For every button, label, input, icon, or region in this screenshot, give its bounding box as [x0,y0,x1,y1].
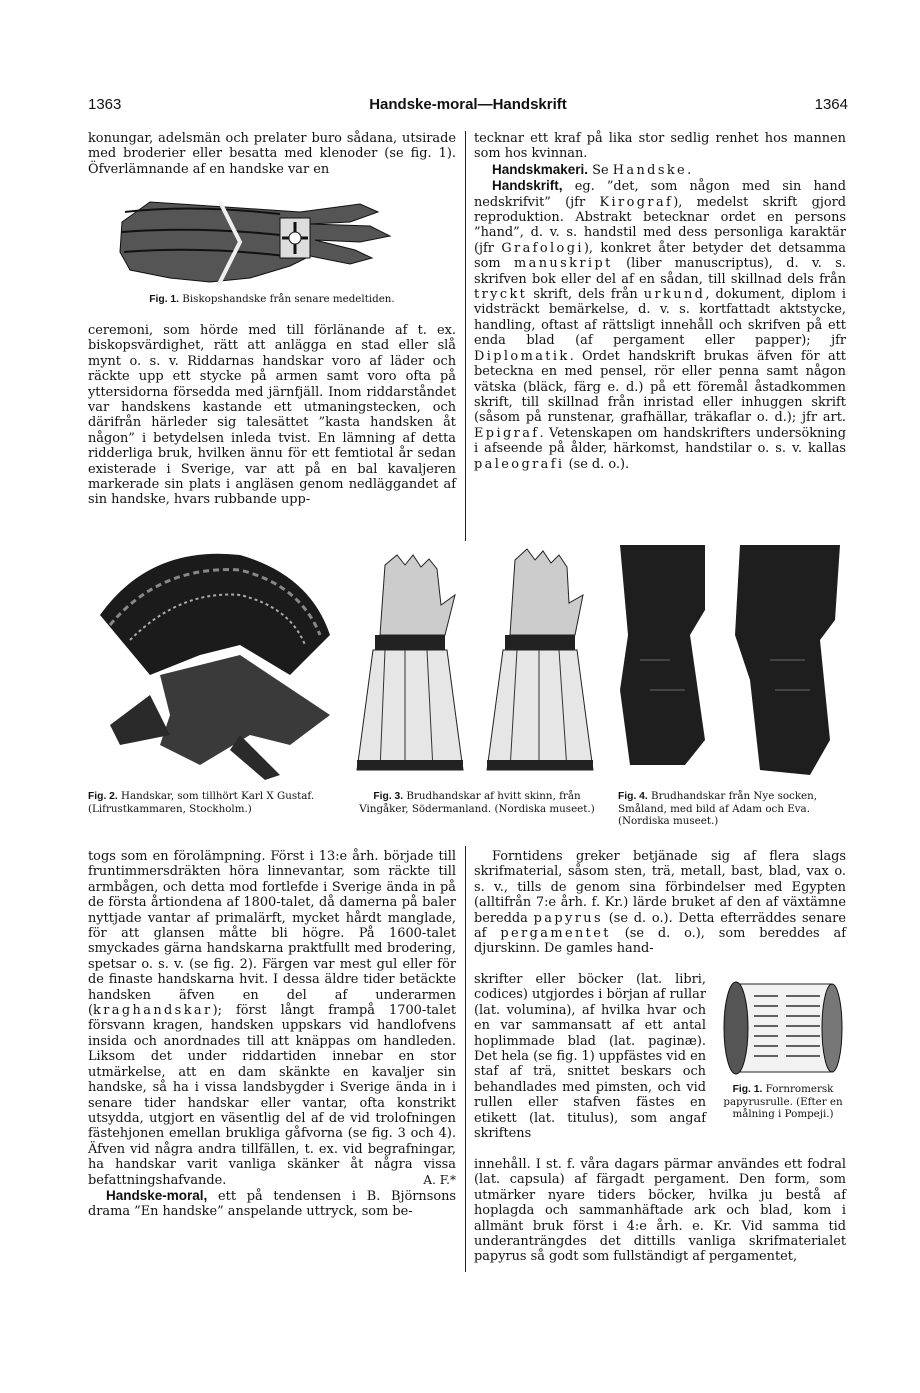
cross-reference: tryckt [474,287,528,303]
left-column-bottom [88,849,456,1220]
paragraph-text: ); först långt frampå 1700-talet försvann kragen, handsken uppskars vid handlofvens insida och anordnades till att knäppas om handleden. Liksom det under riddartiden innebar en stor utmärkelse, att en dam skänkte en kavaljer sin handske, så ha i vissa landsbygder i Sverige ända in i senare tider handskar eller vantar, ofta konstrikt utsydda, utgjort en väsentlig del af de vid trolofningen fästehjonen emellan brukliga gåfvorna (se fig. 3 och 4). Äfven vid några andra tillfällen, t. ex. vid begrafningar, ha handskar varit vanliga skänker åt några vissa befattningshafvande. [88,1003,456,1188]
papyrus-fig1-label: Fig. 1. [732,1084,763,1095]
paragraph: tecknar ett kraf på lika stor sedlig renhet hos mannen som hos kvinnan. [474,131,846,162]
fig3-label: Fig. 3. [373,791,404,802]
fig3-gloves-image [345,545,600,785]
paragraph: skrifter eller böcker (lat. libri, codices) utgjordes i början af rullar (lat. volumina), af hvilka hvar och en var sammansatt af ett antal hoplimmade blad (lat. paginæ). Det hela (se fig. 1) uppfästes vid en staf af trä, snittet beskars och behandlades med pimsten, och vid rullen eller stafven fästes en etikett (lat. titulus), som angaf skriftens [474,972,706,1142]
entry-text: (liber manuscriptus), d. v. s. skrifven bok eller del af en sådan, till skillnad dels från [474,256,846,287]
page-number-left: 1363 [88,96,122,113]
column-divider-bottom [465,846,466,1272]
cross-reference: kraghandskar [93,1003,213,1019]
fig1-caption-text: Biskopshandske från senare medeltiden. [182,293,395,305]
paragraph: ceremoni, som hörde med till förlänande af t. ex. biskopsvärdighet, rätt att anlägga en stad eller slå mynt o. s. v. Riddarnas handskar voro af läder och räckte upp ett stycke på armen samt voro ofta på yttersidorna försedda med järnfjäll. Inom riddarståndet var handskens kastande ett utmaningstecken, och därifrån härleder sig talesättet ”kasta handsken åt någon” i betydelsen inleda tvist. En lämning af detta ridderliga bruk, hvilken ännu för ett femtiotal år sedan existerade i Sverige, var att på en bal kavaljeren markerade sin plats i angläsen genom nedläggandet af sin handske, hvars rubbande upp- [88,323,456,508]
fig3-caption [352,790,602,815]
paragraph: konungar, adelsmän och prelater buro sådana, utsirade med broderier eller besatta med klenoder (se fig. 1). Öfverlämnande af en handske var en [88,131,456,177]
author-signature: A. F.* [423,1172,456,1187]
entry-text: eg. ”det, som någon med sin hand nedskrifvit” (jfr [474,179,846,210]
running-header [88,96,848,118]
cross-reference: Kirograf [599,194,674,210]
page-title: Handske-moral—Handskrift [369,96,567,113]
cross-reference: pergamentet [500,926,611,942]
fig4-caption-text: Brudhandskar från Nye socken, Småland, med bild af Adam och Eva. (Nordiska museet.) [618,790,818,827]
right-column-bottom-continued [474,1157,846,1265]
cross-reference: Epigraf [474,425,540,441]
paragraph-text: Forntidens greker betjänade sig af flera slags skrifmaterial, såsom sten, trä, metall, bast, blad, vax o. s. v., tills de genom sina förbindelser med Egypten (alltifrån 7:e årh. f. Kr.) lärde bruket af den af växtämne beredda [474,849,846,926]
right-column-top [474,131,846,472]
bishop-glove-figure [110,182,430,290]
fig1-caption [88,293,456,306]
cross-reference: urkund [643,287,706,303]
entry-text: ), medelst skrift gjord reproduktion. Abstrakt betecknar ordet en persons ”hand”, d. v. s. handstil med dess personliga karaktär (jfr [474,194,847,256]
cross-reference: Grafologi [501,240,584,256]
papyrus-fig1-caption [716,1083,850,1120]
entry-text: . Ordet handskrift brukas äfven för att beteckna en med pensel, rör eller penna samt någon vätska (bläck, färg e. d.) på ett föremål åstadkommen skrift, till skillnad från inristad eller inhuggen skrift (såsom på runstenar, grafhällar, träkaflar o. d.); jfr art. [474,348,846,426]
paragraph-text: (se d. o.), som bereddes af djurskinn. De gamles hand- [474,926,846,957]
fig2-caption-text: Handskar, som tillhört Karl X Gustaf. (Lifrustkammaren, Stockholm.) [88,790,315,815]
paragraph [88,849,456,1188]
left-column-top-continued [88,323,456,508]
cross-reference: Diplomatik [474,348,570,364]
entry-text: ), konkret åter betyder det detsamma som [474,240,846,272]
headword-handskmakeri: Handskmakeri. [492,161,589,177]
headword-handske-moral: Handske-moral, [106,1187,208,1203]
entry-handskrift [474,178,846,472]
papyrus-fig1-caption-text: Fornromersk papyrusrulle. (Efter en målning i Pompeji.) [723,1083,843,1120]
paragraph-text: togs som en förolämpning. Först i 13:e årh. började till fruntimmersdräkten höra linnevantar, som räckte till armbågen, och detta mod fortlefde i Sverige ända in på de första årtiondena af 1800-talet, då damerna på baler nyttjade vantar af primalärft, mycket hårdt manglade, för att glansen måtte bli högre. På 1600-talet smyckades gärna handskarna praktfullt med brodering, spetsar o. s. v. (se fig. 2). Färgen var mest gul eller för de finaste handskarna hvit. I dessa äldre tider betäckte handsken äfven en del af underarmen ( [88,849,456,1019]
entry-text: ett på tendensen i B. Björnsons drama ”En handske” anspelande uttryck, som be- [88,1188,456,1220]
fig2-label: Fig. 2. [88,791,118,802]
entry-text: Se [592,162,609,178]
cross-reference: papyrus [533,910,603,926]
entry-text: , dokument, diplom i vidsträckt bemärkelse, d. v. s. kortfattadt aktstycke, handling, oftast af rättsligt innehåll och skrifven på ett enda blad (af pergament eller papper); jfr [474,287,846,349]
paragraph-text: (se d. o.). Detta efterräddes senare af [474,910,846,942]
fig4-caption [618,790,852,827]
headword-handskrift: Handskrift, [492,178,563,194]
entry-handske-moral [88,1188,456,1220]
entry-text: (se d. o.). [568,456,630,472]
entry-text: skrift, dels från [533,287,638,303]
cross-reference: paleografi [474,456,565,472]
fig2-caption [88,790,343,815]
cross-reference: manuskript [514,256,613,272]
fig4-label: Fig. 4. [618,791,648,802]
fig2-gloves-image [90,545,340,785]
papyrus-roll-figure [716,976,850,1080]
right-column-bottom [474,849,846,957]
fig3-caption-text: Brudhandskar af hvitt skinn, från Vingåker, Södermanland. (Nordiska museet.) [359,790,595,815]
column-divider-top [465,131,466,541]
right-column-bottom-wrap [474,972,706,1141]
cross-reference: Handske. [612,162,694,178]
entry-handskmakeri [474,162,846,178]
fig1-label: Fig. 1. [149,294,180,305]
paragraph [474,849,846,957]
left-column-top [88,131,456,177]
entry-text: . Vetenskapen om handskrifters undersökning i afseende på ålder, härkomst, handstilar o. s. v. kallas [474,425,846,457]
paragraph: innehåll. I st. f. våra dagars pärmar användes ett fodral (lat. capsula) af färgadt pergament. Den form, som utmärker nyare tiders böcker, hvilka ju bestå af hoplagda och sammanhäftade ark och blad, kom i allmänt bruk först i 4:e årh. e. Kr. Vid samma tid underanträngdes det dittills vanliga skrifmaterialet papyrus så godt som fullständigt af pergamentet, [474,1157,846,1265]
page-number-right: 1364 [814,96,848,113]
fig4-gloves-image [610,540,850,785]
